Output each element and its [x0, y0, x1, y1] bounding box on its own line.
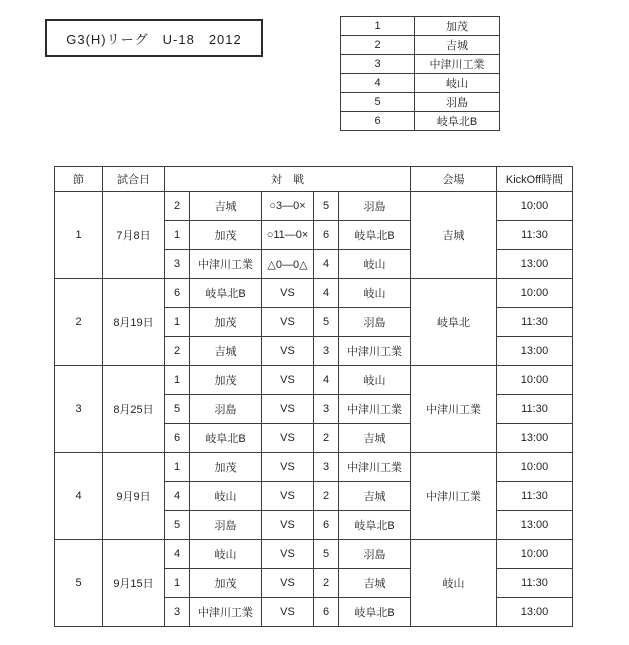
team-row	[341, 112, 500, 131]
team-name: 岐阜北B	[415, 112, 500, 131]
home-team-number: 2	[165, 337, 190, 366]
away-team-number: 2	[314, 424, 339, 453]
schedule-body	[55, 192, 573, 627]
round-number: 3	[55, 366, 103, 453]
kickoff-time: 13:00	[497, 337, 573, 366]
away-team-number: 3	[314, 453, 339, 482]
team-name: 羽島	[415, 93, 500, 112]
home-team-name: 吉城	[190, 337, 262, 366]
team-number: 2	[341, 36, 415, 55]
match-result: VS	[262, 598, 314, 627]
home-team-number: 5	[165, 511, 190, 540]
team-number: 4	[341, 74, 415, 93]
venue: 岐山	[411, 540, 497, 627]
match-date: 9月9日	[103, 453, 165, 540]
away-team-name: 吉城	[339, 569, 411, 598]
away-team-name: 吉城	[339, 424, 411, 453]
away-team-name: 羽島	[339, 540, 411, 569]
home-team-number: 3	[165, 598, 190, 627]
away-team-number: 5	[314, 540, 339, 569]
away-team-name: 羽島	[339, 192, 411, 221]
round-number: 1	[55, 192, 103, 279]
league-title: G3(H)リーグ U-18 2012	[66, 31, 242, 47]
match-date: 7月8日	[103, 192, 165, 279]
team-row	[341, 17, 500, 36]
home-team-name: 岐阜北B	[190, 279, 262, 308]
home-team-name: 加茂	[190, 366, 262, 395]
header-date: 試合日	[103, 167, 165, 192]
round-number: 2	[55, 279, 103, 366]
kickoff-time: 10:00	[497, 192, 573, 221]
away-team-name: 岐山	[339, 250, 411, 279]
match-result: VS	[262, 482, 314, 511]
home-team-number: 4	[165, 540, 190, 569]
team-list-body	[341, 17, 500, 131]
away-team-name: 中津川工業	[339, 453, 411, 482]
team-row	[341, 55, 500, 74]
team-number: 1	[341, 17, 415, 36]
away-team-number: 6	[314, 598, 339, 627]
match-result: VS	[262, 540, 314, 569]
away-team-name: 羽島	[339, 308, 411, 337]
team-name: 岐山	[415, 74, 500, 93]
header-match: 対 戦	[165, 167, 411, 192]
kickoff-time: 13:00	[497, 250, 573, 279]
home-team-name: 吉城	[190, 192, 262, 221]
home-team-name: 中津川工業	[190, 598, 262, 627]
home-team-name: 加茂	[190, 569, 262, 598]
kickoff-time: 11:30	[497, 482, 573, 511]
home-team-number: 6	[165, 424, 190, 453]
match-row	[55, 192, 573, 221]
kickoff-time: 11:30	[497, 308, 573, 337]
match-row	[55, 279, 573, 308]
away-team-name: 岐山	[339, 279, 411, 308]
match-row	[55, 366, 573, 395]
match-row	[55, 540, 573, 569]
home-team-number: 1	[165, 366, 190, 395]
home-team-number: 4	[165, 482, 190, 511]
home-team-number: 1	[165, 308, 190, 337]
home-team-name: 羽島	[190, 511, 262, 540]
league-title-box	[45, 19, 263, 57]
match-result: VS	[262, 366, 314, 395]
away-team-number: 6	[314, 511, 339, 540]
match-result: VS	[262, 337, 314, 366]
round-number: 4	[55, 453, 103, 540]
kickoff-time: 13:00	[497, 424, 573, 453]
team-list-table	[340, 16, 500, 131]
away-team-number: 4	[314, 366, 339, 395]
away-team-number: 5	[314, 192, 339, 221]
home-team-number: 3	[165, 250, 190, 279]
team-row	[341, 36, 500, 55]
team-number: 5	[341, 93, 415, 112]
match-result: VS	[262, 395, 314, 424]
home-team-name: 加茂	[190, 453, 262, 482]
team-row	[341, 93, 500, 112]
home-team-number: 2	[165, 192, 190, 221]
kickoff-time: 11:30	[497, 395, 573, 424]
home-team-number: 1	[165, 569, 190, 598]
team-number: 6	[341, 112, 415, 131]
match-row	[55, 453, 573, 482]
venue: 吉城	[411, 192, 497, 279]
team-name: 中津川工業	[415, 55, 500, 74]
header-kickoff: KickOff時間	[497, 167, 573, 192]
away-team-name: 岐阜北B	[339, 511, 411, 540]
match-result: ○11—0×	[262, 221, 314, 250]
team-name: 吉城	[415, 36, 500, 55]
venue: 中津川工業	[411, 366, 497, 453]
home-team-name: 加茂	[190, 308, 262, 337]
away-team-number: 6	[314, 221, 339, 250]
away-team-name: 岐阜北B	[339, 598, 411, 627]
header-round: 節	[55, 167, 103, 192]
team-row	[341, 74, 500, 93]
round-number: 5	[55, 540, 103, 627]
away-team-number: 3	[314, 337, 339, 366]
away-team-number: 3	[314, 395, 339, 424]
away-team-name: 岐山	[339, 366, 411, 395]
match-date: 8月25日	[103, 366, 165, 453]
away-team-name: 中津川工業	[339, 337, 411, 366]
schedule-table	[54, 166, 573, 627]
header-venue: 会場	[411, 167, 497, 192]
team-number: 3	[341, 55, 415, 74]
away-team-name: 吉城	[339, 482, 411, 511]
home-team-name: 岐山	[190, 540, 262, 569]
away-team-number: 5	[314, 308, 339, 337]
team-name: 加茂	[415, 17, 500, 36]
home-team-name: 中津川工業	[190, 250, 262, 279]
kickoff-time: 11:30	[497, 569, 573, 598]
home-team-number: 5	[165, 395, 190, 424]
match-result: VS	[262, 424, 314, 453]
match-result: VS	[262, 453, 314, 482]
home-team-name: 岐山	[190, 482, 262, 511]
match-result: VS	[262, 308, 314, 337]
home-team-name: 岐阜北B	[190, 424, 262, 453]
home-team-name: 加茂	[190, 221, 262, 250]
match-date: 8月19日	[103, 279, 165, 366]
match-result: VS	[262, 511, 314, 540]
kickoff-time: 10:00	[497, 279, 573, 308]
away-team-number: 2	[314, 569, 339, 598]
away-team-number: 4	[314, 279, 339, 308]
match-date: 9月15日	[103, 540, 165, 627]
match-result: VS	[262, 569, 314, 598]
match-result: △0—0△	[262, 250, 314, 279]
match-result: ○3—0×	[262, 192, 314, 221]
away-team-number: 4	[314, 250, 339, 279]
kickoff-time: 10:00	[497, 453, 573, 482]
schedule-header-row	[55, 167, 573, 192]
home-team-number: 1	[165, 453, 190, 482]
kickoff-time: 10:00	[497, 540, 573, 569]
away-team-name: 岐阜北B	[339, 221, 411, 250]
away-team-number: 2	[314, 482, 339, 511]
kickoff-time: 13:00	[497, 511, 573, 540]
kickoff-time: 13:00	[497, 598, 573, 627]
kickoff-time: 10:00	[497, 366, 573, 395]
venue: 中津川工業	[411, 453, 497, 540]
home-team-number: 6	[165, 279, 190, 308]
venue: 岐阜北	[411, 279, 497, 366]
home-team-name: 羽島	[190, 395, 262, 424]
home-team-number: 1	[165, 221, 190, 250]
match-result: VS	[262, 279, 314, 308]
away-team-name: 中津川工業	[339, 395, 411, 424]
kickoff-time: 11:30	[497, 221, 573, 250]
